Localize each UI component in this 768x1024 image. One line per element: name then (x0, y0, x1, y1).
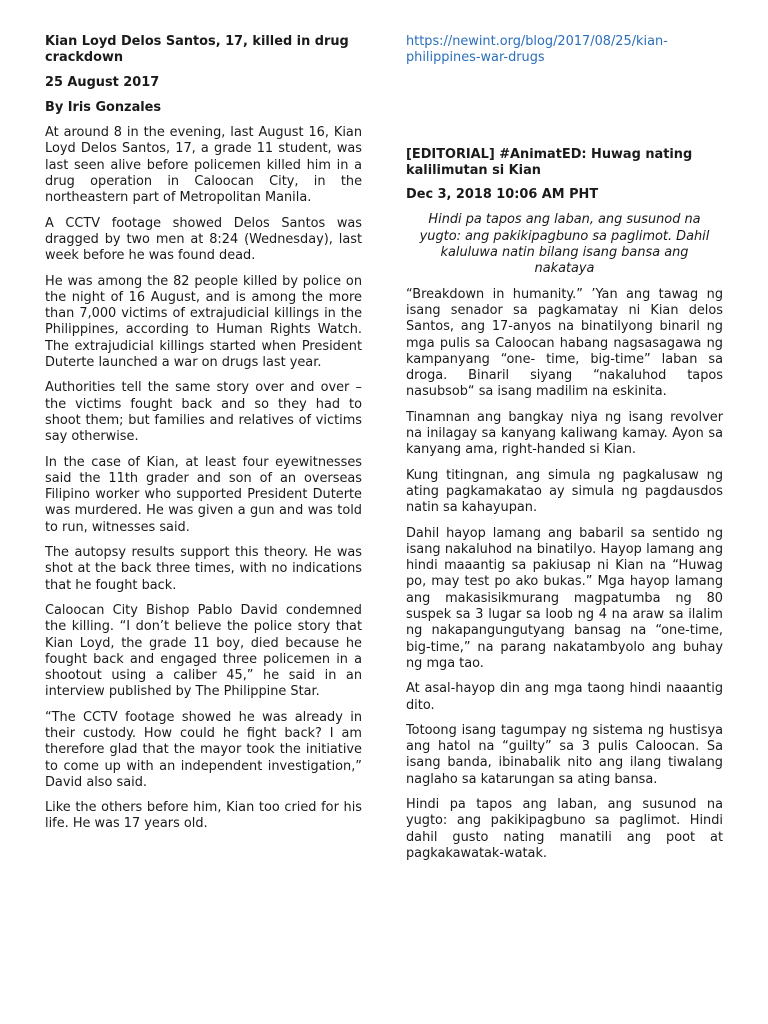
paragraph: Totoong isang tagumpay ng sistema ng hustisya ang hatol na “guilty” sa 3 pulis Caloocan. Sa isang banda, ibinabalik nito ang ilang tiwalang naglaho sa katarungan sa ating bansa. (406, 722, 723, 787)
paragraph: In the case of Kian, at least four eyewitnesses said the 11th grader and son of an overseas Filipino worker who supported President Duterte was murdered. He was given a gun and was told to run, witnesses said. (45, 454, 362, 535)
spacer (406, 67, 723, 147)
paragraph: Caloocan City Bishop Pablo David condemned the killing. “I don’t believe the police story that Kian Loyd, the grade 11 boy, died because he fought back and engaged three policemen in a shootout using a caliber 45,” he said in an interview published by The Philippine Star. (45, 602, 362, 700)
right-column-editorial (406, 34, 723, 871)
paragraph: Tinamnan ang bangkay niya ng isang revolver na inilagay sa kanyang kaliwang kamay. Ayon sa kanyang ama, right-handed si Kian. (406, 409, 723, 458)
paragraph: Kung titingnan, ang simula ng pagkalusaw ng ating pagkamakatao ay simula ng pagdausdos natin sa kahayupan. (406, 467, 723, 516)
source-link[interactable]: https://newint.org/blog/2017/08/25/kian-philippines-war-drugs (406, 34, 668, 66)
article-byline: By Iris Gonzales (45, 99, 162, 115)
paragraph: “The CCTV footage showed he was already in their custody. How could he fight back? I am therefore glad that the mayor took the initiative to come up with an independent investigation,” David also said. (45, 709, 362, 790)
editorial-date: Dec 3, 2018 10:06 AM PHT (406, 187, 599, 203)
editorial-title: [EDITORIAL] #AnimatED: Huwag nating kalilimutan si Kian (406, 146, 693, 178)
paragraph: Dahil hayop lamang ang babaril sa sentido ng isang nakaluhod na binatilyo. Hayop lamang ang hindi maaantig sa pakiusap ni Kian na “Huwag po, may test po ako bukas.” Mga hayop lamang ang makasisikmurang magpatumba ng 80 suspek sa 3 lugar sa loob ng 4 na araw sa ilalim ng nakapangungutyang bansag na “one-time, big-time,” na parang nakatambyolo ang buhay ng mga tao. (406, 525, 723, 671)
paragraph: “Breakdown in humanity.” ’Yan ang tawag ng isang senador sa pagkamatay ni Kian delos Santos, ang 17-anyos na binatilyong binaril ng mga pulis sa Caloocan habang nagsasagawa ng kampanyang “one- time, big-time” laban sa droga. Binaril siyang “nakaluhod tapos nasubsob“ sa isang madilim na eskinita. (406, 286, 723, 400)
paragraph: Like the others before him, Kian too cried for his life. He was 17 years old. (45, 800, 362, 832)
paragraph: At asal-hayop din ang mga taong hindi naaantig dito. (406, 681, 723, 713)
paragraph: He was among the 82 people killed by police on the night of 16 August, and is among the more than 7,000 victims of extrajudicial killings in the Philippines, according to Human Rights Watch. The extrajudicial killings started when President Duterte launched a war on drugs last year. (45, 273, 362, 371)
paragraph: Hindi pa tapos ang laban, ang susunod na yugto: ang pakikipagbuno sa paglimot. Hindi dahil gusto nating manatili ang poot at pagkakawatak-watak. (406, 796, 723, 861)
paragraph: At around 8 in the evening, last August 16, Kian Loyd Delos Santos, 17, a grade 11 student, was last seen alive before policemen killed him in a drug operation in Caloocan City, in the northeastern part of Metropolitan Manila. (45, 125, 362, 206)
paragraph: A CCTV footage showed Delos Santos was dragged by two men at 8:24 (Wednesday), last week before he was found dead. (45, 215, 362, 264)
paragraph: Authorities tell the same story over and over – the victims fought back and so they had to shoot them; but families and relatives of victims say otherwise. (45, 380, 362, 445)
article-date: 25 August 2017 (45, 74, 160, 90)
editorial-lead: Hindi pa tapos ang laban, ang susunod na yugto: ang pakikipagbuno sa paglimot. Dahil kaluluwa natin bilang isang bansa ang nakataya (419, 212, 710, 277)
article-title: Kian Loyd Delos Santos, 17, killed in drug crackdown (45, 34, 349, 66)
left-column-article (45, 34, 362, 842)
paragraph: The autopsy results support this theory. He was shot at the back three times, with no indications that he fought back. (45, 545, 362, 593)
